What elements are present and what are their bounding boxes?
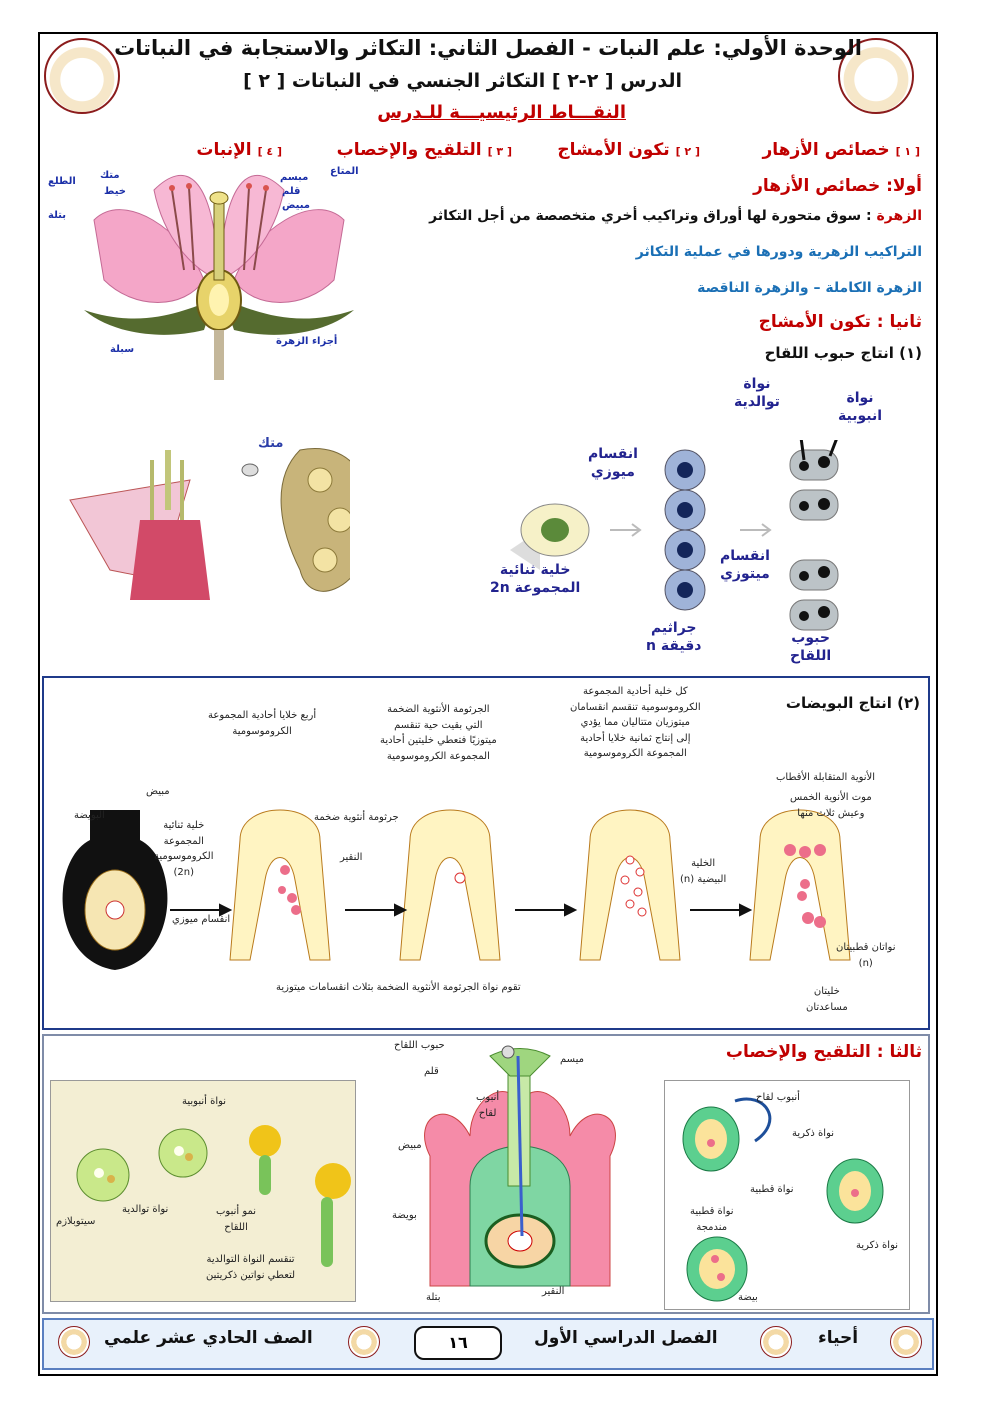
eight-cells-label: كل خلية أحادية المجموعة الكروموسومية تنقسم انقسامان ميتوزيان متتاليان مما يؤدي إلى إنتاج ثمانية خلايا أحادية المجموعة الكروموسومية [570,686,701,759]
footer-logo-3 [348,1326,380,1358]
tube-growth-label: نمو أنبوب اللقاح [216,1206,257,1233]
pistil-pollination-diagram [410,1036,630,1306]
fused-polar-label: نواة قطبية مندمجة [690,1206,734,1233]
key-points-title: النقـــاط الرئيسيـــة للـدرس [377,102,626,123]
micropyle-mid-label: النقير [542,1286,565,1297]
footer-logo-1 [890,1326,922,1358]
unit-title: الوحدة الأولي: علم النبات - الفصل الثاني: التكاثر والاستجابة في النباتات [114,36,862,60]
generative-nucleus-label: نواة توالدية [734,376,780,410]
mitosis-label: انقسام ميتوزي [720,548,770,582]
anther-diagram [50,440,350,620]
egg-right-label: بيضة [738,1292,758,1303]
pistil-label: المتاع [330,166,359,177]
polar-nucleus-label: نواة قطبية [750,1184,794,1195]
flower-definition: الزهرة : سوق متحورة لها أوراق وتراكيب أخري متخصصة من أجل التكاثر [429,208,922,224]
ovary-box-label: مبيض [146,786,170,797]
megaspore-label: جرثومة أنثوية ضخمة [314,812,399,823]
stigma-mid-label: ميسم [560,1054,584,1065]
meiosis-box-label: انقسام ميوزي [172,914,231,925]
egg-cell-label: الخلية البيضية (n) [680,858,727,885]
antipodal-label: الأنوية المتقابلة الأقطاب [776,772,876,783]
footer-grade: الصف الحادي عشر علمي [104,1328,313,1348]
ovule-mid-label: بويضة [392,1210,417,1221]
ovule-production-title: (٢) انتاج البويضات [785,694,920,712]
style-mid-label: قلم [424,1066,439,1077]
five-nuclei-death-label: موت الأنوية الخمس وعيش ثلاث منها [790,792,872,819]
topic-1: [ ١ ] خصائص الأزهار [762,140,920,160]
polar-nuclei-label: نواتان قطبيتان (n) [836,942,896,969]
four-cells-label: أربع خلايا أحادية المجموعة الكروموسومية [208,710,317,737]
pollen-grains-label: حبوب اللقاح [790,630,832,664]
tube-nucleus-label: نواة انبوبية [838,390,883,424]
pollen-production-title: (١) انتاج حبوب اللقاح [764,344,922,362]
complete-incomplete-line: الزهرة الكاملة – والزهرة الناقصة [697,280,922,296]
lesson-title: الدرس [ ٢-٢ ] التكاثر الجنسي في النباتات [ ٢ ] [243,70,682,92]
generative-nucleus-left: نواة توالدية [122,1204,169,1215]
section1-title: أولا: خصائص الأزهار [753,176,922,196]
style-label: قلم [282,186,301,197]
page-number: ١٦ [414,1326,502,1360]
micropyle-label: النقير [340,852,363,863]
topic-4: [ ٤ ] الإنبات [196,140,282,160]
school-logo-left [44,38,120,114]
footer-subject: أحياء [818,1328,859,1348]
topic-2: [ ٢ ] تكون الأمشاج [557,140,700,160]
pollen-germination-panel [50,1080,356,1302]
surviving-megaspore-label: الجرثومة الأنثوية الضخمة التي بقيت حية تنقسم ميتوزيًا فتعطي خليتين أحادية المجموعة الكروموسومية [380,704,497,762]
section3-title: ثالثا : التلقيح والإخصاب [725,1042,922,1062]
anther-label: متك [100,170,120,181]
fertilization-panel [664,1080,910,1310]
pollen-mid-label: حبوب اللقاح [394,1040,445,1051]
petal-label: بتلة [48,210,66,221]
stamen-label: الطلع [48,176,76,187]
mitosis-note: تقوم نواة الجرثومة الأنثوية الضخمة بثلاث انقسامات ميتوزية [276,982,521,993]
ovary-mid-label: مبيض [398,1140,422,1151]
footer-term: الفصل الدراسي الأول [534,1328,718,1348]
flower-parts-caption: أجزاء الزهرة [276,336,338,347]
synergids-label: خليتان مساعدتان [806,986,848,1013]
ovary-label: مبيض [282,200,310,211]
diploid-cell-label: خلية ثنائية المجموعة 2n [490,562,581,596]
diploid-box-label: خلية ثنائية المجموعة الكروموسومية (2n) [154,820,214,878]
microspores-label: جراثيم دقيقة n [646,620,702,654]
anther-diagram-label: متك [258,436,284,451]
tube-right-label: أنبوب لقاح [756,1092,800,1103]
section2-title: ثانيا : تكون الأمشاج [758,312,922,332]
footer-logo-4 [58,1326,90,1358]
floral-structures-line: التراكيب الزهرية ودورها في عملية التكاثر [635,244,922,260]
stigma-label: مبسم [280,172,309,183]
meiosis-label: انقسام ميوزي [588,446,638,480]
petal-mid-label: بتلة [426,1292,441,1303]
male-nucleus-1-label: نواة ذكرية [792,1128,835,1139]
male-nucleus-2-label: نواة ذكرية [856,1240,899,1251]
tube-mid-label: أنبوب لقاح [476,1092,500,1119]
generative-division-label: تنقسم النواة التوالدية لتعطي نواتين ذكريتين [206,1254,296,1281]
ovule-label: البويضة [74,810,105,821]
sepal-label: سبلة [110,344,135,355]
cytoplasm-label: سيتوبلازم [56,1216,96,1227]
tube-nucleus-left: نواة أنبوبية [182,1096,227,1107]
footer-logo-2 [760,1326,792,1358]
filament-label: خيط [104,186,126,197]
topic-3: [ ٣ ] التلقيح والإخصاب [336,140,512,160]
flower-diagram [44,160,384,380]
